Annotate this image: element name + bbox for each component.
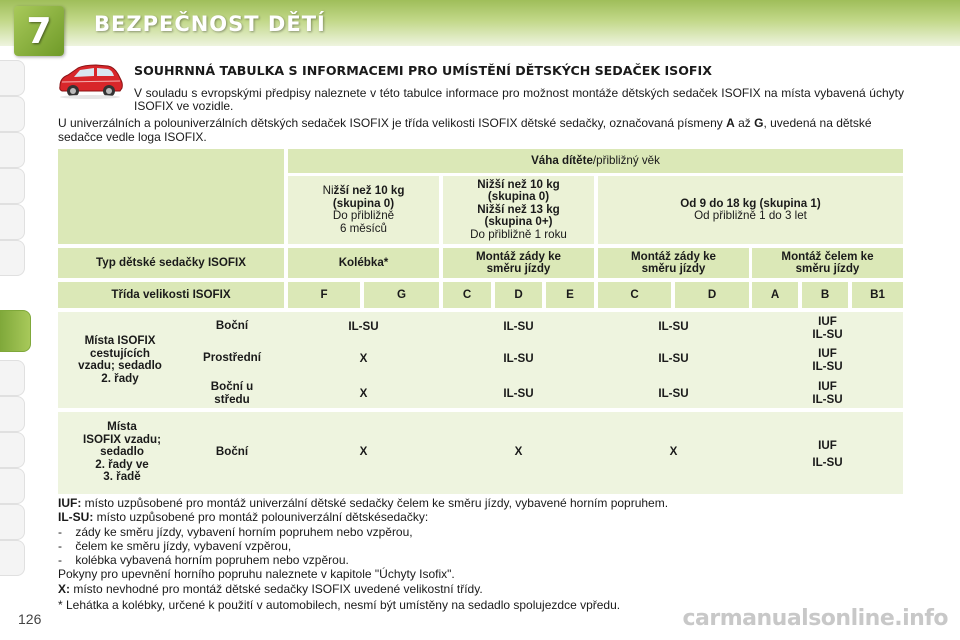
chapter-tab[interactable] [0,60,25,96]
type-forward-facing: Montáž čelem ke směru jízdy [752,248,903,278]
type-label: Typ dětské sedačky ISOFIX [58,248,284,278]
value-cell: IUF IL-SU [812,347,843,373]
chapter-tab[interactable] [0,432,25,468]
intro-paragraph-2: U univerzálních a polouniverzálních dětských sedaček ISOFIX je třída velikosti ISOFIX dětské sedačky, označovaná písmeny A až G, uvedená na dětské sedačce vedle loga ISOFIX. [58,116,872,144]
class-cell: G [364,282,439,308]
type-rear-facing-2: Montáž zády ke směru jízdy [598,248,749,278]
chapter-badge: 7 [14,6,64,56]
row2-pos-side-center: Boční u středu [210,380,254,406]
type-carrycot: Kolébka* [288,248,439,278]
table-corner [58,149,284,244]
row2-pos-middle: Prostřední [203,351,261,364]
chapter-tab[interactable] [0,468,25,504]
value-cell: IUF IL-SU [812,380,843,406]
car-icon [54,60,126,100]
group-1-cell: Od 9 do 18 kg (skupina 1) Od přibližně 1 do 3 let [598,176,903,244]
chapter-tab[interactable] [0,540,25,576]
chapter-tab[interactable] [0,168,25,204]
note-x: X: místo nevhodné pro montáž dětské sedačky ISOFIX uvedené velikostní třídy. [58,581,483,596]
type-rear-facing-1: Montáž zády ke směru jízdy [443,248,594,278]
intro-paragraph: V souladu s evropskými předpisy naleznete v této tabulce informace pro možnost montáže dětských sedaček ISOFIX na místa vybavená úchyty ISOFIX ve vozidle. [134,86,904,113]
note-bullet: - čelem ke směru jízdy, vybavení vzpěrou, [58,538,292,553]
weight-header: Váha dítěte/přibližný věk [288,149,903,173]
class-cell: D [675,282,749,308]
class-cell: E [546,282,594,308]
class-cell: C [598,282,671,308]
row3-label: Místa ISOFIX vzadu; sedadlo 2. řady ve 3. řadě [83,420,161,483]
page-number: 126 [18,611,42,627]
chapter-tab[interactable] [0,360,25,396]
value-cell: X [669,445,678,458]
chapter-tab-active[interactable] [0,310,31,352]
note-iuf: IUF: místo uzpůsobené pro montáž univerzální dětské sedačky čelem ke směru jízdy, vybavené horním popruhem. [58,496,669,510]
group-0plus-cell: Nižší než 10 kg (skupina 0) Nižší než 13 kg (skupina 0+) Do přibližně 1 roku [443,176,594,244]
value-cell: IL-SU [658,320,689,333]
class-cell: B [802,282,848,308]
value-cell: IL-SU [503,352,534,365]
chapter-tab[interactable] [0,132,25,168]
value-cell: IL-SU [658,387,689,400]
legend-notes [58,496,918,612]
value-cell: IUF IL-SU [812,439,843,469]
row2-pos-side: Boční [215,319,249,332]
section-title: SOUHRNNÁ TABULKA S INFORMACEMI PRO UMÍSTĚNÍ DĚTSKÝCH SEDAČEK ISOFIX [134,63,712,78]
class-label: Třída velikosti ISOFIX [58,282,284,308]
value-cell: IL-SU [348,320,379,333]
chapter-tab[interactable] [0,396,25,432]
chapter-tab[interactable] [0,204,25,240]
note-bullet: - kolébka vybavená horním popruhem nebo vzpěrou. [58,553,349,568]
class-cell: B1 [852,282,903,308]
value-cell: X [514,445,523,458]
class-cell: A [752,282,798,308]
value-cell: IL-SU [658,352,689,365]
class-cell: D [495,282,542,308]
value-cell: X [359,352,368,365]
value-cell: IUF IL-SU [812,315,843,341]
value-cell: X [359,387,368,400]
row2-label: Místa ISOFIX cestujících vzadu; sedadlo 2. řady [78,334,162,385]
page-title: BEZPEČNOST DĚTÍ [94,12,326,36]
group-0-cell: Nižší než 10 kg (skupina 0) Do přibližně 6 měsíců [288,176,439,244]
value-cell: IL-SU [503,387,534,400]
watermark: carmanualsonline.info [682,606,948,631]
chapter-tab[interactable] [0,504,25,540]
chapter-tab[interactable] [0,96,25,132]
note-bullet: - zády ke směru jízdy, vybavení horním popruhem nebo vzpěrou, [58,524,413,539]
row3-pos-side: Boční [215,445,249,458]
class-cell: F [288,282,360,308]
chapter-tab[interactable] [0,240,25,276]
value-cell: IL-SU [503,320,534,333]
note-strap: Pokyny pro upevnění horního popruhu naleznete v kapitole "Úchyty Isofix". [58,567,455,582]
value-cell: X [359,445,368,458]
footnote: * Lehátka a kolébky, určené k použití v automobilech, nesmí být umístěny na sedadlo spolujezdce vpředu. [58,598,621,613]
note-ilsu: IL-SU: místo uzpůsobené pro montáž polouniverzální dětskésedačky: [58,510,429,525]
class-cell: C [443,282,491,308]
